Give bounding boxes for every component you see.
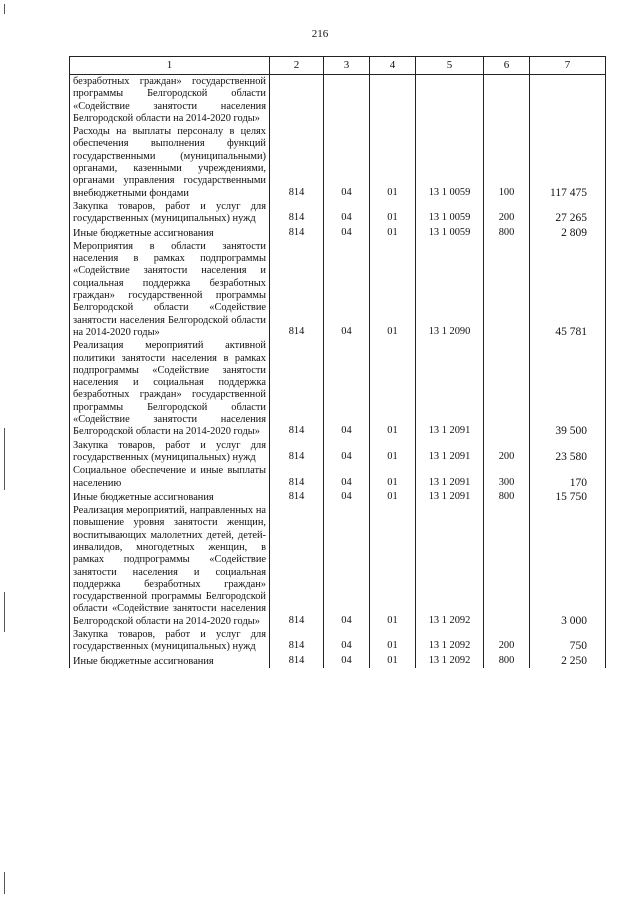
subsection-cell: 01 bbox=[370, 490, 416, 504]
row-description: Социальное обеспечение и иные выплаты населению bbox=[70, 464, 270, 490]
budget-table bbox=[69, 56, 606, 668]
expense-type-cell: 800 bbox=[484, 654, 530, 668]
target-article-cell: 13 1 2092 bbox=[416, 654, 484, 668]
row-description: Реализация мероприятий активной политики занятости населения в рамках подпрограммы «Содействие занятости населения и социальная поддержка безработных граждан» государственной программы Белгородской области «Содействие занятости населения Белгородской области на 2014-2020 годы» bbox=[70, 339, 270, 438]
amount-cell: 750 bbox=[530, 628, 606, 654]
admin-code-cell: 814 bbox=[270, 125, 324, 200]
section-cell bbox=[324, 75, 370, 126]
table-row bbox=[70, 125, 606, 200]
admin-code-cell: 814 bbox=[270, 490, 324, 504]
row-description: Мероприятия в области занятости населения в рамках подпрограммы «Содействие занятости населения и социальная поддержка безработных граждан» государственной программы Белгородской области «Содействие занятости населения Белгородской области на 2014-2020 годы» bbox=[70, 240, 270, 339]
binding-mark-middle bbox=[4, 428, 5, 490]
table-row bbox=[70, 490, 606, 504]
expense-type-cell: 300 bbox=[484, 464, 530, 490]
row-description: Иные бюджетные ассигнования bbox=[70, 226, 270, 240]
subsection-cell: 01 bbox=[370, 439, 416, 465]
admin-code-cell bbox=[270, 75, 324, 126]
section-cell: 04 bbox=[324, 200, 370, 226]
expense-type-cell: 800 bbox=[484, 226, 530, 240]
expense-type-cell bbox=[484, 75, 530, 126]
table-row bbox=[70, 200, 606, 226]
admin-code-cell: 814 bbox=[270, 240, 324, 339]
subsection-cell bbox=[370, 75, 416, 126]
admin-code-cell: 814 bbox=[270, 226, 324, 240]
target-article-cell: 13 1 2090 bbox=[416, 240, 484, 339]
amount-cell: 117 475 bbox=[530, 125, 606, 200]
table-row bbox=[70, 654, 606, 668]
amount-cell: 2 250 bbox=[530, 654, 606, 668]
row-description: Закупка товаров, работ и услуг для государственных (муниципальных) нужд bbox=[70, 439, 270, 465]
binding-mark-lower bbox=[4, 592, 5, 632]
expense-type-cell bbox=[484, 504, 530, 628]
column-header: 6 bbox=[484, 57, 530, 75]
admin-code-cell: 814 bbox=[270, 628, 324, 654]
target-article-cell: 13 1 2092 bbox=[416, 628, 484, 654]
target-article-cell: 13 1 2091 bbox=[416, 464, 484, 490]
table-row bbox=[70, 226, 606, 240]
amount-cell: 23 580 bbox=[530, 439, 606, 465]
expense-type-cell: 200 bbox=[484, 628, 530, 654]
binding-mark-top bbox=[4, 4, 5, 14]
row-description: Расходы на выплаты персоналу в целях обеспечения выполнения функций государственными (муниципальными) органами, казенными учреждениями, органами управления государственными внебюджетными фондами bbox=[70, 125, 270, 200]
column-header: 3 bbox=[324, 57, 370, 75]
amount-cell: 27 265 bbox=[530, 200, 606, 226]
subsection-cell: 01 bbox=[370, 200, 416, 226]
amount-cell: 45 781 bbox=[530, 240, 606, 339]
row-description: Закупка товаров, работ и услуг для государственных (муниципальных) нужд bbox=[70, 200, 270, 226]
expense-type-cell bbox=[484, 339, 530, 438]
target-article-cell: 13 1 2091 bbox=[416, 439, 484, 465]
admin-code-cell: 814 bbox=[270, 439, 324, 465]
subsection-cell: 01 bbox=[370, 504, 416, 628]
section-cell: 04 bbox=[324, 504, 370, 628]
subsection-cell: 01 bbox=[370, 464, 416, 490]
target-article-cell: 13 1 2091 bbox=[416, 490, 484, 504]
table-row bbox=[70, 464, 606, 490]
subsection-cell: 01 bbox=[370, 628, 416, 654]
table-row bbox=[70, 628, 606, 654]
subsection-cell: 01 bbox=[370, 339, 416, 438]
row-description: Закупка товаров, работ и услуг для государственных (муниципальных) нужд bbox=[70, 628, 270, 654]
row-description: Иные бюджетные ассигнования bbox=[70, 490, 270, 504]
column-header: 1 bbox=[70, 57, 270, 75]
subsection-cell: 01 bbox=[370, 654, 416, 668]
table-row bbox=[70, 439, 606, 465]
section-cell: 04 bbox=[324, 464, 370, 490]
target-article-cell: 13 1 2092 bbox=[416, 504, 484, 628]
table-header-row bbox=[70, 57, 606, 75]
table-row bbox=[70, 240, 606, 339]
admin-code-cell: 814 bbox=[270, 464, 324, 490]
row-description: безработных граждан» государственной программы Белгородской области «Содействие занятости населения Белгородской области на 2014-2020 годы» bbox=[70, 75, 270, 126]
amount-cell bbox=[530, 75, 606, 126]
column-header: 5 bbox=[416, 57, 484, 75]
amount-cell: 170 bbox=[530, 464, 606, 490]
target-article-cell bbox=[416, 75, 484, 126]
section-cell: 04 bbox=[324, 226, 370, 240]
column-header: 2 bbox=[270, 57, 324, 75]
target-article-cell: 13 1 0059 bbox=[416, 200, 484, 226]
table-row bbox=[70, 504, 606, 628]
expense-type-cell: 100 bbox=[484, 125, 530, 200]
table-row bbox=[70, 75, 606, 126]
section-cell: 04 bbox=[324, 490, 370, 504]
expense-type-cell: 200 bbox=[484, 200, 530, 226]
section-cell: 04 bbox=[324, 439, 370, 465]
target-article-cell: 13 1 0059 bbox=[416, 125, 484, 200]
amount-cell: 2 809 bbox=[530, 226, 606, 240]
amount-cell: 39 500 bbox=[530, 339, 606, 438]
column-header: 7 bbox=[530, 57, 606, 75]
target-article-cell: 13 1 0059 bbox=[416, 226, 484, 240]
expense-type-cell bbox=[484, 240, 530, 339]
page-number: 216 bbox=[311, 28, 329, 40]
subsection-cell: 01 bbox=[370, 226, 416, 240]
column-header: 4 bbox=[370, 57, 416, 75]
subsection-cell: 01 bbox=[370, 240, 416, 339]
amount-cell: 15 750 bbox=[530, 490, 606, 504]
row-description: Реализация мероприятий, направленных на повышение уровня занятости женщин, воспитывающих малолетних детей, детей-инвалидов, многодетных женщин, в рамках подпрограммы «Содействие занятости населения и социальная поддержка безработных граждан» государственной программы Белгородской области «Содействие занятости населения Белгородской области на 2014-2020 годы» bbox=[70, 504, 270, 628]
row-description: Иные бюджетные ассигнования bbox=[70, 654, 270, 668]
section-cell: 04 bbox=[324, 628, 370, 654]
binding-mark-bottom bbox=[4, 872, 5, 894]
section-cell: 04 bbox=[324, 240, 370, 339]
target-article-cell: 13 1 2091 bbox=[416, 339, 484, 438]
expense-type-cell: 800 bbox=[484, 490, 530, 504]
section-cell: 04 bbox=[324, 654, 370, 668]
admin-code-cell: 814 bbox=[270, 339, 324, 438]
admin-code-cell: 814 bbox=[270, 200, 324, 226]
admin-code-cell: 814 bbox=[270, 504, 324, 628]
section-cell: 04 bbox=[324, 125, 370, 200]
admin-code-cell: 814 bbox=[270, 654, 324, 668]
amount-cell: 3 000 bbox=[530, 504, 606, 628]
section-cell: 04 bbox=[324, 339, 370, 438]
table-row bbox=[70, 339, 606, 438]
subsection-cell: 01 bbox=[370, 125, 416, 200]
expense-type-cell: 200 bbox=[484, 439, 530, 465]
